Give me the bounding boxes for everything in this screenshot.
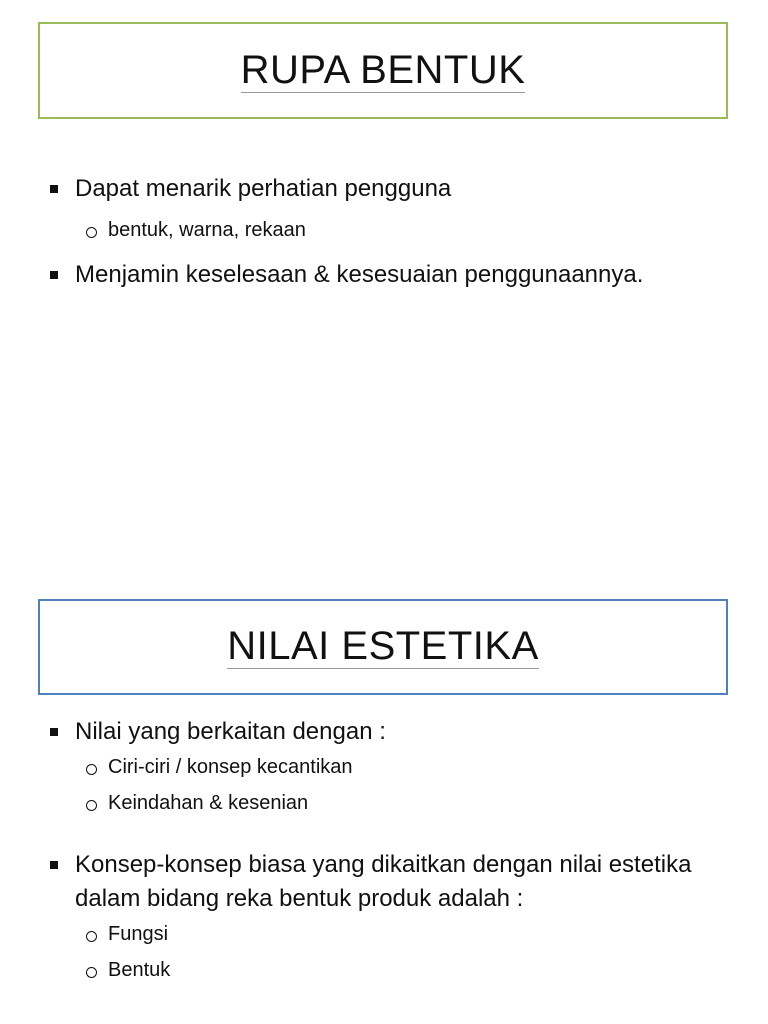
bullet-item: Menjamin keselesaan & kesesuaian penggunaannya.	[48, 258, 738, 292]
sub-bullet-item: Bentuk	[48, 952, 738, 988]
sub-bullet-item: Fungsi	[48, 916, 738, 952]
bullet-item: Dapat menarik perhatian pengguna	[48, 172, 738, 206]
bullet-item: Nilai yang berkaitan dengan :	[48, 715, 738, 749]
spacer	[48, 248, 738, 258]
bullet-list	[48, 172, 738, 292]
bullet-list	[48, 715, 738, 988]
title-box	[38, 22, 728, 119]
sub-bullet-item: bentuk, warna, rekaan	[48, 212, 738, 248]
slide-title: RUPA BENTUK	[240, 47, 526, 92]
spacer	[48, 821, 738, 848]
sub-bullet-item: Ciri-ciri / konsep kecantikan	[48, 749, 738, 785]
title-box	[38, 599, 728, 695]
bullet-item: Konsep-konsep biasa yang dikaitkan dengan nilai estetika dalam bidang reka bentuk produk adalah :	[48, 848, 738, 916]
sub-bullet-item: Keindahan & kesenian	[48, 785, 738, 821]
slide-nilai-estetika	[0, 576, 768, 1024]
slide-title: NILAI ESTETIKA	[227, 624, 539, 668]
